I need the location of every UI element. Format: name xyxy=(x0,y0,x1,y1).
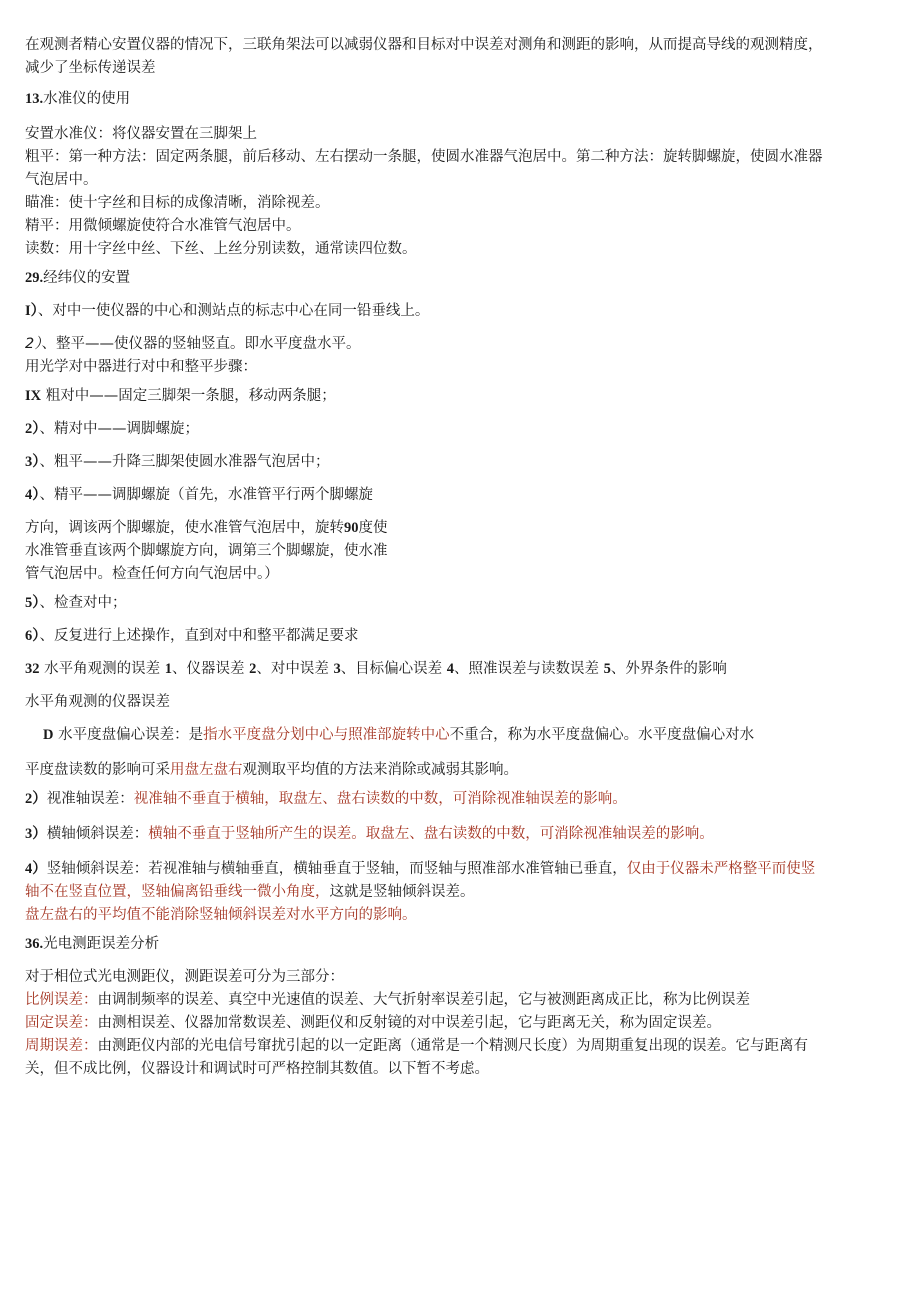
section-36-line-5: 关，但不成比例，仪器设计和调试时可严格控制其数值。以下暂不考虑。 xyxy=(25,1061,489,1077)
section-13-heading xyxy=(25,88,895,111)
document-page xyxy=(25,34,895,1081)
section-29-item-2: 2）、整平——使仪器的竖轴竖直。即水平度盘水平。 xyxy=(25,336,361,352)
section-29-step-4-cont-3: 管气泡居中。检查任何方向气泡居中。） xyxy=(25,566,279,582)
section-29-step-2: 2）、精对中——调脚螺旋； xyxy=(25,421,199,437)
section-36-line-4: 周期误差：由测距仪内部的光电信号窜扰引起的以一定距离（通常是一个精测尺长度）为周期重复出现的误差。它与距离有 xyxy=(25,1038,808,1054)
section-29-step-1: IX 粗对中——固定三脚架一条腿，移动两条腿； xyxy=(25,388,336,404)
section-13-line-1: 安置水准仪：将仪器安置在三脚架上 xyxy=(25,126,257,142)
section-13-line-2b: 气泡居中。 xyxy=(25,172,98,188)
section-29-step-6: 6）、反复进行上述操作，直到对中和整平都满足要求 xyxy=(25,628,359,644)
section-29-item-1: I）、对中一使仪器的中心和测站点的标志中心在同一铅垂线上。 xyxy=(25,303,430,319)
section-13-line-3: 瞄准：使十字丝和目标的成像清晰，消除视差。 xyxy=(25,195,330,211)
section-29-number: 29. xyxy=(25,270,44,286)
intro-line-1: 在观测者精心安置仪器的情况下，三联角架法可以减弱仪器和目标对中误差对测角和测距的影响，从而提高导线的观测精度， xyxy=(25,37,823,53)
section-32-para-3: 3）横轴倾斜误差：横轴不垂直于竖轴所产生的误差。取盘左、盘右读数的中数，可消除视准轴误差的影响。 xyxy=(25,826,714,842)
section-13-line-5: 读数：用十字丝中丝、下丝、上丝分别读数，通常读四位数。 xyxy=(25,241,417,257)
section-13-title: 水准仪的使用 xyxy=(43,91,131,107)
section-32-heading: 32 水平角观测的误差 1、仪器误差 2、对中误差 3、目标偏心误差 4、照准误差与读数误差 5、外界条件的影响 xyxy=(25,661,727,677)
section-29-step-5: 5）、检查对中； xyxy=(25,595,127,611)
section-13-line-2a: 粗平：第一种方法：固定两条腿，前后移动、左右摆动一条腿，使圆水准器气泡居中。第二种方法：旋转脚螺旋，使圆水准器 xyxy=(25,149,823,165)
section-36-line-3: 固定误差：由测相误差、仪器加常数误差、测距仪和反射镜的对中误差引起，它与距离无关，称为固定误差。 xyxy=(25,1015,721,1031)
section-29-step-4: 4）、精平——调脚螺旋（首先，水准管平行两个脚螺旋 xyxy=(25,487,373,503)
section-29-step-4-cont-1: 方向，调该两个脚螺旋，使水准管气泡居中，旋转90度使 xyxy=(25,520,388,536)
section-36-heading: 36.光电测距误差分析 xyxy=(25,936,160,952)
section-32-para-1-line-1: D 水平度盘偏心误差：是指水平度盘分划中心与照准部旋转中心不重合，称为水平度盘偏心。水平度盘偏心对水 xyxy=(43,727,755,743)
section-32-subheading: 水平角观测的仪器误差 xyxy=(25,694,170,710)
section-32-para-4-line-1: 4）竖轴倾斜误差：若视准轴与横轴垂直，横轴垂直于竖轴，而竖轴与照准部水准管轴已垂直，仅由于仪器未严格整平而使竖 xyxy=(25,861,816,877)
section-29-step-3: 3）、粗平——升降三脚架使圆水准器气泡居中； xyxy=(25,454,330,470)
section-32-para-4-line-2: 轴不在竖直位置，竖轴偏离铅垂线一微小角度，这就是竖轴倾斜误差。 xyxy=(25,884,475,900)
section-29-heading xyxy=(25,267,895,290)
section-29-title: 经纬仪的安置 xyxy=(43,270,131,286)
intro-line-2: 减少了坐标传递误差 xyxy=(25,60,156,76)
section-32-para-1-line-2: 平度盘读数的影响可采用盘左盘右观测取平均值的方法来消除或减弱其影响。 xyxy=(25,762,518,778)
section-13-number: 13. xyxy=(25,91,44,107)
section-29-subheading: 用光学对中器进行对中和整平步骤： xyxy=(25,359,257,375)
section-36-line-2: 比例误差：由调制频率的误差、真空中光速值的误差、大气折射率误差引起，它与被测距离成正比，称为比例误差 xyxy=(25,992,750,1008)
section-32-para-4-line-3: 盘左盘右的平均值不能消除竖轴倾斜误差对水平方向的影响。 xyxy=(25,907,417,923)
section-13-line-4: 精平：用微倾螺旋使符合水准管气泡居中。 xyxy=(25,218,301,234)
section-29-step-4-cont-2: 水准管垂直该两个脚螺旋方向，调第三个脚螺旋，使水准 xyxy=(25,543,388,559)
section-32-para-2: 2）视准轴误差：视准轴不垂直于横轴，取盘左、盘右读数的中数，可消除视准轴误差的影响。 xyxy=(25,791,627,807)
section-36-line-1: 对于相位式光电测距仪，测距误差可分为三部分： xyxy=(25,969,344,985)
